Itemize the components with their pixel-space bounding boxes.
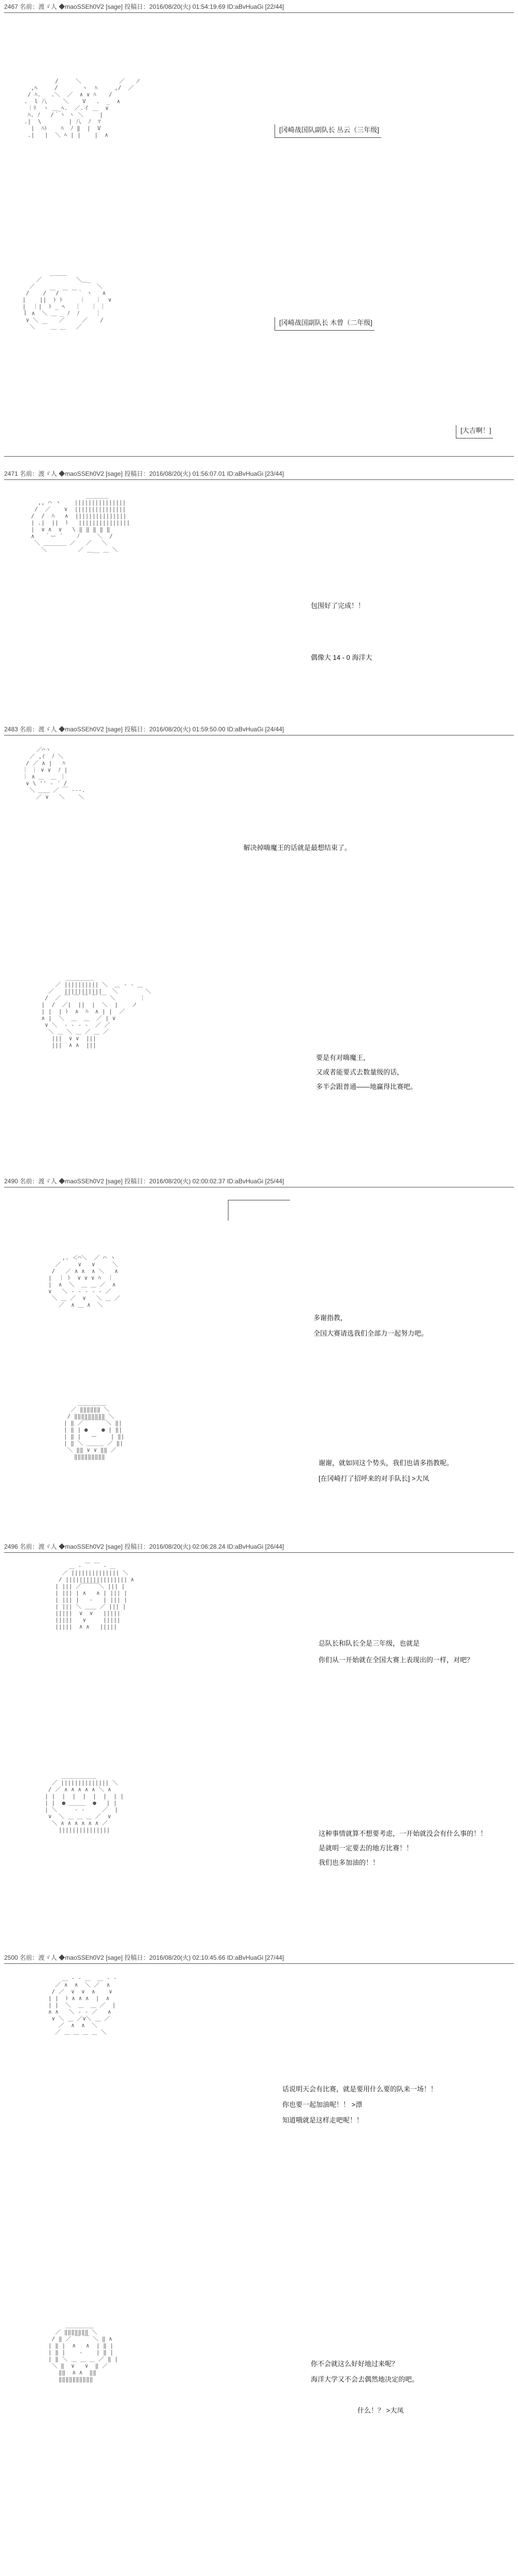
separator — [4, 1552, 514, 1553]
separator — [4, 479, 514, 480]
caption-box — [456, 425, 493, 438]
separator — [4, 12, 514, 13]
separator — [4, 1963, 514, 1964]
dialogue-text: 偶像大 14 - 0 海洋大 — [311, 654, 372, 661]
dialogue-text: 你不会就这么好好地过来呢？ — [311, 2360, 399, 2368]
dialogue-text: 你也要一起加油呢！！ >漂 — [282, 2101, 363, 2108]
dialogue-text: 话说明天会有比赛，就是要用什么要的队来一场！！ — [282, 2085, 438, 2093]
ascii-art-figure: / ＼ ／ ノ ,ﾍ / ヽ ﾊ ,/ ／ / ﾊ. .＼ ／ ∧ ∨ ﾊ / . l 八 ＼ V . _ ∧ ｜ﾘ ヽ ＿_ﾍ. ／.イ ＿ ∨ ﾊ. ﾉ /｀丶 ヽ ＼ | .| \ | 八 ﾉ ﾏ | ﾊﾄ ﾊ ﾉ ‖ | V .| | ＼ ﾍ | | | ∧ — [24, 78, 141, 138]
dialogue-text: 是就明一定要去的地方比赛！！ — [319, 1844, 413, 1852]
caption-text: [冈崎战国队副队长 丛云（三年级] — [279, 126, 379, 134]
dialogue-text: 多谢指教， — [313, 1314, 348, 1322]
caption-text: [大吉啊！] — [461, 427, 492, 434]
caption-text: [冈崎战国副队长 木曾（二年级] — [279, 319, 372, 327]
ascii-art-figure: ＿＿＿＿ ,, ⌒ ヽ ||||||||||||||| / ／ ∨ ||||||||||||||| / / ﾊ ∧ ||||||||||||||| | .| || ﾄ ||||||||||||||| | ∨ ∧ ∨ \ ‖ ‖ ‖ ‖ ‖ ∧ ｀ー ´ ﾉ ＼ / ＼ ＿＿＿＿ ／ ／ ＼ ＼ ／ ＿__ ＿ ＼ — [31, 492, 130, 553]
ascii-art-figure: ＿＿＿＿＿＿ ／ |||||||||||||| ＼ / ／ ∧ ∧ ∧ ∧ ∧ ＼ ∧ | | | | | | | | | | | ● ＿＿＿ ● | | | ＼ ‐ ‐ ／ | ∨ ＼ ＿ ＿ ＿ ／ ∨ ＼ ∧ ∧ ∧ ∧ ∧ ∧ ／ ||||||||||||||| — [45, 1773, 124, 1833]
post-header: 2483 名前：渡ゞ人 ◆maoSSEh0V2 [sage] 投稿日：2016/08/20(火) 01:59:50.00 ID:aBvHuaGi [24/44] — [4, 726, 284, 733]
ascii-art-figure: ＿＿＿＿＿ ／ |||||||||| ＼ ＿ ‐ ‐ ＿ ／ ||||||||||| ＼ ＼ / ／ ￣ ￣ ￣ ￣ ￣ ＼ ｜ | / ／| || | ＼ | ノ | | | ﾄ ∧ ﾊ ∧ | | ／ ∧ | ＼ ＿ ＿ ／ | ∨ ∨ ＼ ‐ ‐ ‐ ‐ ／ ／ ＼ ＿ ＼ ＿ ／ ＿ ／ ||| ∨ ∨ ||| ||| ∧ ∧ ||| — [41, 974, 151, 1049]
dialogue-text: 海洋大学又不会去偶然地决定的吧。 — [311, 2375, 419, 2383]
ascii-art-figure: ／⌒ヽ ／ ,ｲ ﾉ ＼ / ／ ∧ | ﾊ ｜ ｜ ∨ ∨ ﾉ | ｜ ∧ ＿ ＿ ｜ ∨ \ '' ‐ ´ / ＼ ＿＿ ／ ￣ ‐--. ／ ∨ ＼ ＼ — [22, 746, 85, 800]
dialogue-text: 我们也多加油的！！ — [319, 1859, 380, 1866]
dialogue-text: [在冈崎打了招呼来的对手队长] >大凤 — [319, 1475, 429, 1482]
dialogue-text: 又或者能要式去数量级的话， — [316, 1068, 404, 1076]
post-header: 2490 名前：渡ゞ人 ◆maoSSEh0V2 [sage] 投稿日：2016/08/20(火) 02:00:02.37 ID:aBvHuaGi [25/44] — [4, 1178, 284, 1185]
ascii-art-figure: ＿＿＿ ／ ＼＿_ ／ ＼ / / ￣/ ￣ ￣｀ ヽ ∧ | || ﾄ ﾄ ｜ ｜ ∨ | ｜| ﾄ _ ﾍ ｜ ｜ ｜ ｌ ∧ ＼ ＿ _ ﾉ ﾉ ｜ ∨ ＼ ／ ／ / ＼ ￣ ＿ ＿ ／ — [22, 270, 112, 330]
separator — [4, 456, 514, 457]
dialogue-text: 谢谢，就如同这个势头，我们也请多指教呢。 — [319, 1459, 454, 1467]
dialogue-text: 知道哦就是这样走吧呢！！ — [282, 2116, 364, 2124]
dialogue-text: 什么！？ >大凤 — [357, 2407, 404, 2414]
post-header: 2500 名前：渡ゞ人 ◆maoSSEh0V2 [sage] 投稿日：2016/08/20(火) 02:10:45.66 ID:aBvHuaGi [27/44] — [4, 1954, 284, 1961]
dialogue-text: 全国大赛请选我们全部力一起努力吧。 — [313, 1329, 428, 1337]
dialogue-text: 这种事情就算不想要考虑，一开始就没会有什么事的！！ — [319, 1830, 487, 1837]
ascii-art-figure: ＿ ‐ ￣ ￣ ‐ ＿ ／ |||||||||||||| ＼ / |||||||||||||||||| ∧ | ||| ／￣￣￣＼ ||| | | ||| | ∧ ∧ | ||| | | ||| | ‐ | ||| | | ||| ＼ ＿＿ ／ ||| | ||||| ∨ ∨ ||||| ||||| ∨ ||||| ||||| ∧ ∧ ||||| — [55, 1563, 134, 1630]
post-header: 2496 名前：渡ゞ人 ◆maoSSEh0V2 [sage] 投稿日：2016/08/20(火) 02:06:28.24 ID:aBvHuaGi [26/44] — [4, 1543, 284, 1550]
post-header: 2467 名前：渡ゞ人 ◆maoSSEh0V2 [sage] 投稿日：2016/08/20(火) 01:54:19.69 ID:aBvHuaGi [22/44] — [4, 3, 284, 10]
dialogue-text: 解决掉嗨魔王的话就是最想结束了。 — [243, 844, 352, 852]
ascii-art-figure: ＿＿＿＿＿ ／ ‖‖‖‖‖‖ ＼ / ‖‖‖‖‖‖‖‖‖ ＼ | ‖ ／￣￣￣￣＼ ‖| | ‖ | ● ● | ‖| | ‖ | ー | ‖| | ‖ ＼ ＿＿＿ ／ ‖| ＼ ‖‖ ∨ ∨ ‖‖ ／ ‖‖‖‖‖‖‖‖‖ — [64, 1399, 125, 1460]
post-header: 2471 名前：渡ゞ人 ◆maoSSEh0V2 [sage] 投稿日：2016/08/20(火) 01:56:07.01 ID:aBvHuaGi [23/44] — [4, 470, 284, 477]
dialogue-text: 包围好了完成！！ — [311, 602, 365, 610]
ascii-art-figure: ,. ＜⌒＼ ／ ⌒ ヽ ／ ∨ ∨ ＼ / ／ ∧ ∧ ∧ ＼ ∧ | ｜ ﾄ ∨ ∨ ∨ ﾊ ｜ | ∧ ＼ ＿ ＿ ／ ∧ ∨ ＼ ‐ ‐ ‐ ‐ ‐ ／ ＼ ＿ ／ ∨ ＼ ＿ ／ ／ ∧ ＿ ∧ ＼ — [48, 1254, 120, 1308]
dialogue-text: 要是有对嗨魔王， — [316, 1054, 370, 1061]
ascii-art-figure: ＿ ‐ ‐ ＿ ＿ ‐ ‐ ／ ∧ ∧ ＼ ／ ∧ / ／ ∨ ∨ ∧ ∨ | | ﾄ ∧ ∧ ∧ | ∧ | | ＼ ＿ ＿ ／ | ∧ ∧ ＼ ‐ ‐ ／ ∧ ∨ ＼ ＿ ／∨＼ ＿ ／ ／ ∧ ∧ ＼ ／ ＿ ＿ ＿ ＿ ＼ — [48, 1975, 117, 2035]
dialogue-text: 多半会跟普通——地赢得比赛吧。 — [316, 1083, 418, 1091]
ascii-art-figure: ＿＿＿＿＿ ／ ‖‖‖‖‖‖‖ ＼ / ‖ ／ ￣ ￣ ＼ ‖ ∧ | ‖ | ∧ ∧ | ‖ | | ‖ | ‐ | ‖ | | ‖ ＼ ＿ ＿ ＿ ／ ‖ | ＼ ‖ ∨ ∨ ‖ ／ ‖‖ ∧ ∧ ‖‖ ‖‖‖‖‖‖‖‖‖‖ — [48, 2322, 118, 2383]
dialogue-text: 总队长和队长全是三年级，也就是 — [319, 1639, 420, 1647]
dialogue-text: 你们从一开始就在全国大赛上表现出的一样，对吧？ — [319, 1656, 474, 1664]
caption-box — [275, 124, 381, 138]
caption-box — [275, 317, 375, 331]
